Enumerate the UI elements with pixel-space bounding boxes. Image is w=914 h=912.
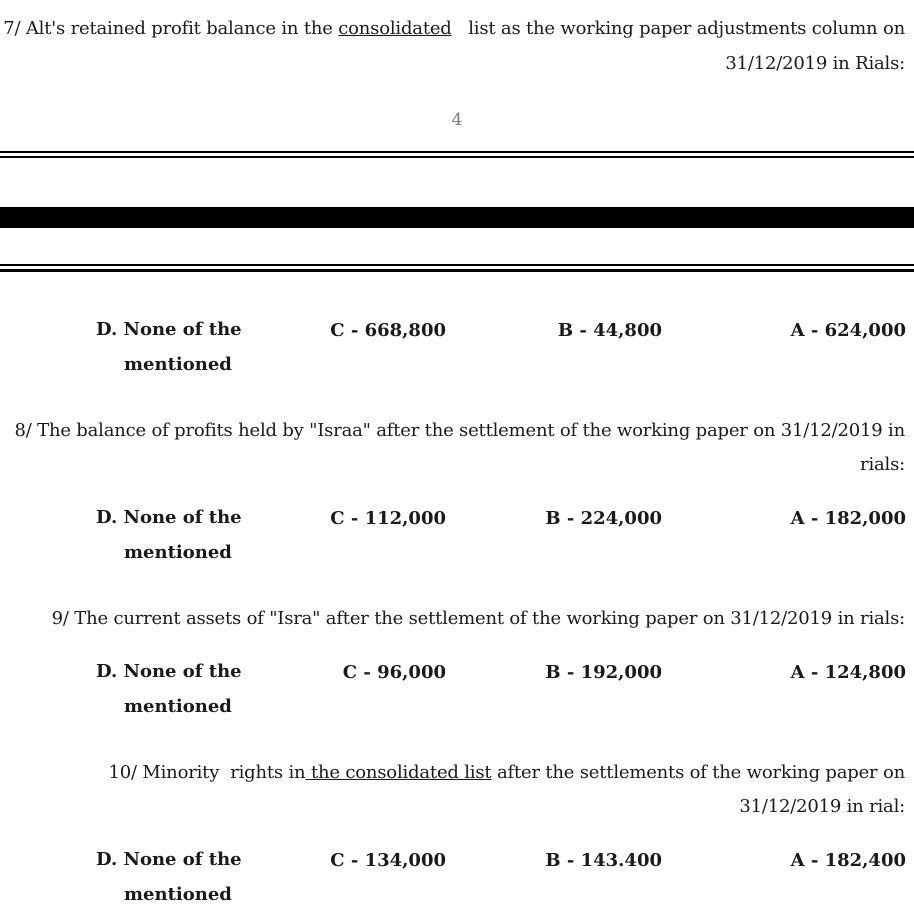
option-a: A - 124,800	[790, 662, 906, 683]
option-d-line-2: mentioned	[124, 542, 232, 563]
option-a: A - 182,400	[790, 850, 906, 871]
question-7-line-1	[3, 18, 905, 39]
question-10-line-2: 31/12/2019 in rial:	[739, 796, 905, 817]
separator-thin-top	[0, 151, 914, 153]
separator-thin-bottom	[0, 264, 914, 266]
question-7-underlined-term: consolidated	[338, 18, 452, 39]
question-7-line-2: 31/12/2019 in Rials:	[725, 53, 905, 74]
option-c: C - 134,000	[330, 850, 446, 871]
separator-thick	[0, 207, 914, 228]
option-c: C - 96,000	[342, 662, 446, 683]
separator-thin-bottom-2	[0, 269, 914, 272]
option-d-line-1: D. None of the	[96, 319, 242, 340]
page-number: 4	[451, 110, 463, 130]
option-c: C - 668,800	[330, 320, 446, 341]
option-d-line-2: mentioned	[124, 884, 232, 905]
option-b: B - 224,000	[545, 508, 662, 529]
question-7-text-end: list as the working paper adjustments column on	[451, 18, 905, 39]
question-8-line-1: 8/ The balance of profits held by "Israa" after the settlement of the working paper on 31/12/2019 in	[14, 420, 905, 441]
question-7-text: 7/ Alt's retained profit balance in the	[3, 18, 339, 39]
option-b: B - 44,800	[557, 320, 662, 341]
option-b: B - 192,000	[545, 662, 662, 683]
question-10-text: 10/ Minority rights in	[108, 762, 306, 783]
option-d-line-1: D. None of the	[96, 661, 242, 682]
option-d-line-1: D. None of the	[96, 849, 242, 870]
option-d-line-2: mentioned	[124, 696, 232, 717]
question-10-text-end: after the settlements of the working paper on	[491, 762, 905, 783]
option-b: B - 143.400	[545, 850, 662, 871]
option-a: A - 624,000	[790, 320, 906, 341]
option-d-line-1: D. None of the	[96, 507, 242, 528]
question-10-line-1	[109, 762, 906, 783]
question-8-line-2: rials:	[860, 454, 905, 475]
separator-thin-top-2	[0, 156, 914, 158]
question-9-line-1: 9/ The current assets of "Isra" after the settlement of the working paper on 31/12/2019 in rials:	[51, 608, 905, 629]
option-c: C - 112,000	[330, 508, 446, 529]
question-10-underlined-term: the consolidated list	[305, 762, 492, 783]
option-a: A - 182,000	[790, 508, 906, 529]
option-d-line-2: mentioned	[124, 354, 232, 375]
